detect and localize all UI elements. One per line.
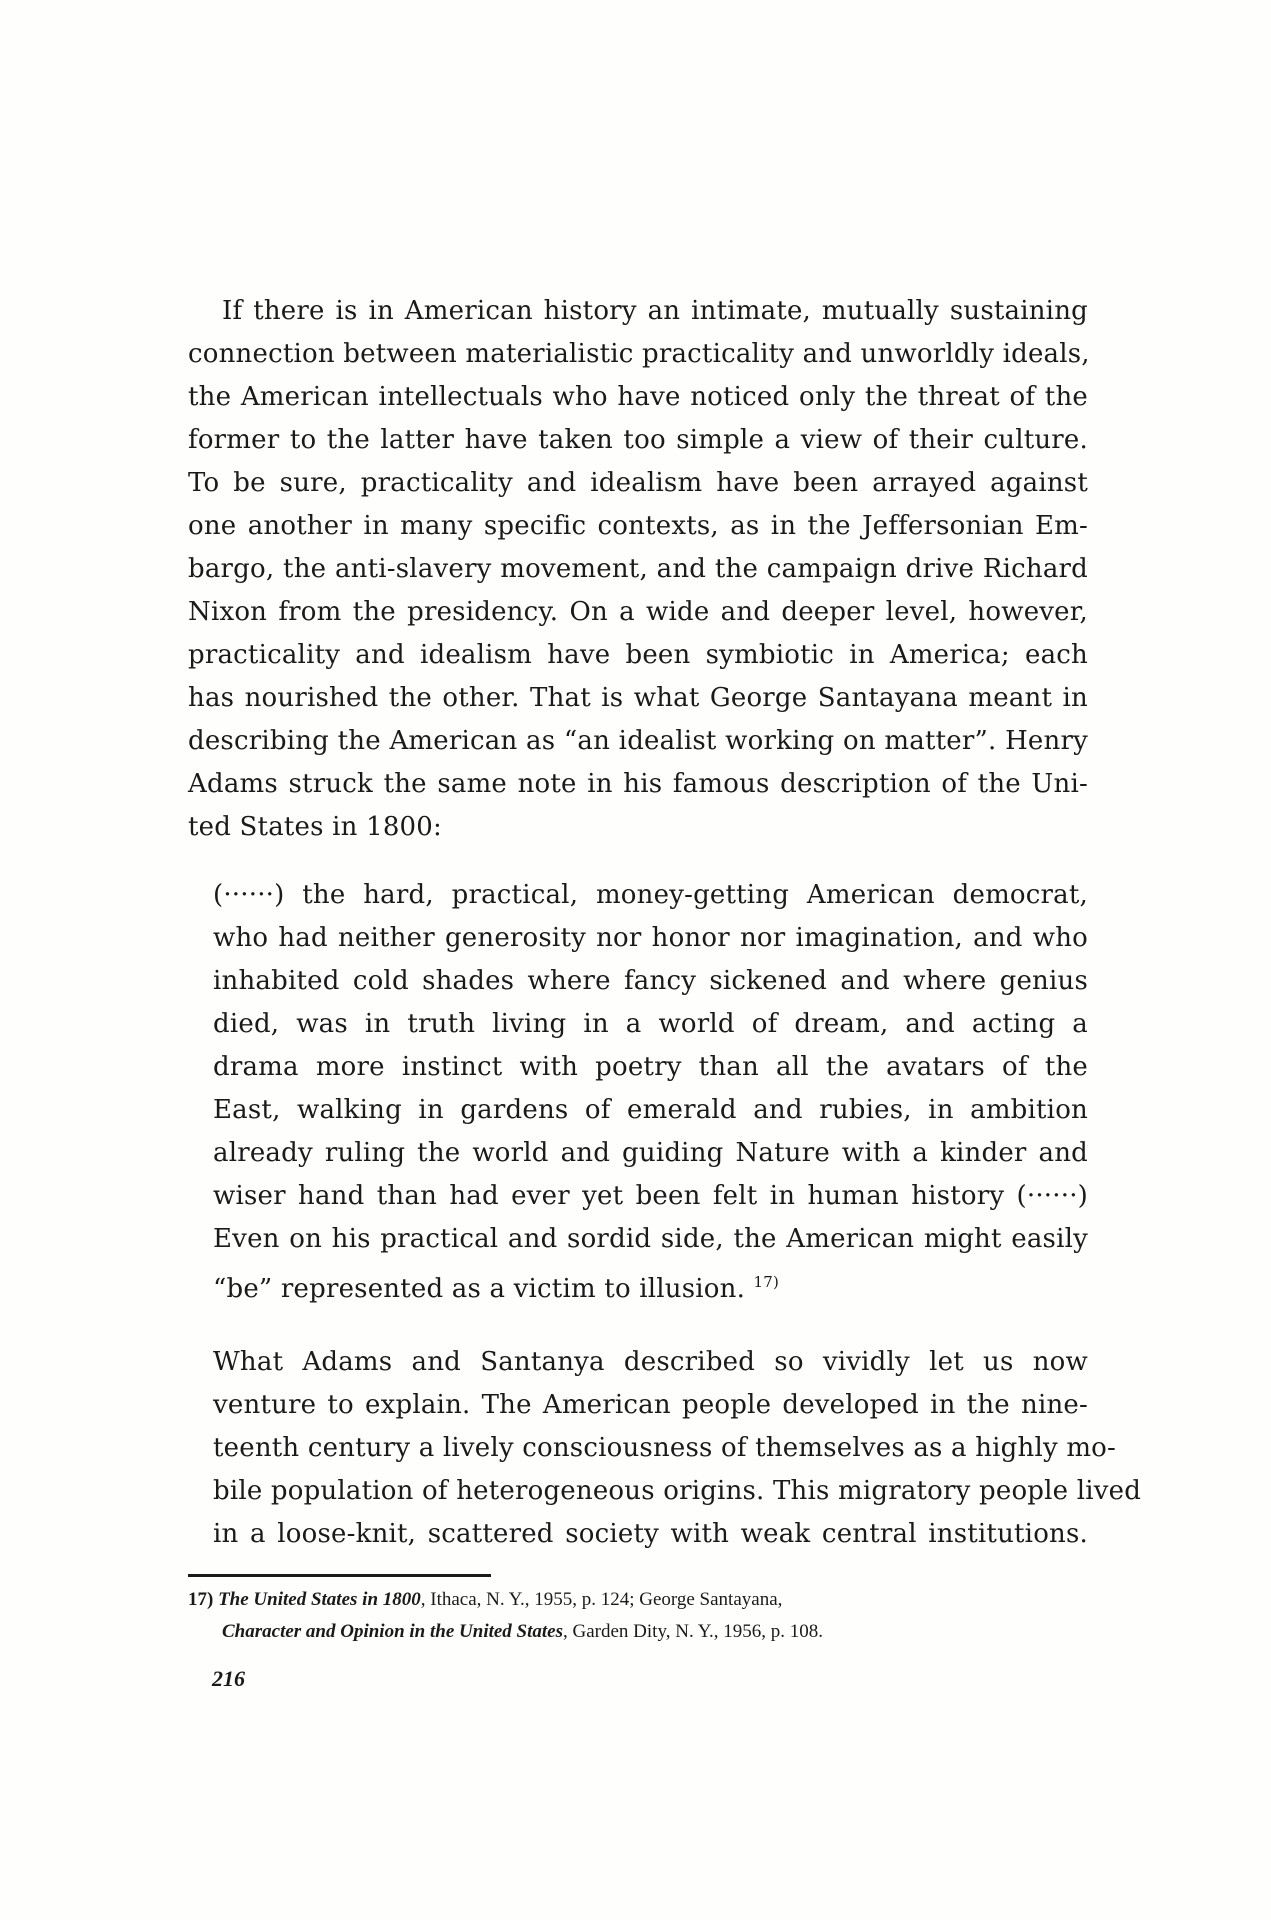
text-line: ted States in 1800: xyxy=(188,812,442,842)
footnote-line-2 xyxy=(222,1620,823,1644)
text-line: venture to explain. The American people developed in the nine- xyxy=(213,1390,1088,1420)
page-number: 216 xyxy=(212,1666,245,1691)
footnote-publication-1: , Ithaca, N. Y., 1955, p. 124; George Santayana, xyxy=(420,1589,783,1610)
text-line: the American intellectuals who have noticed only the threat of the xyxy=(188,382,1088,412)
footnote-divider xyxy=(188,1574,491,1577)
text-line: connection between materialistic practicality and unworldly ideals, xyxy=(188,339,1090,369)
quote-line: died, was in truth living in a world of dream, and acting a xyxy=(213,1009,1088,1039)
quote-line xyxy=(213,1267,779,1304)
quote-line: Even on his practical and sordid side, the American might easily xyxy=(213,1224,1088,1254)
text-line: teenth century a lively consciousness of themselves as a highly mo- xyxy=(213,1433,1117,1463)
text-line: has nourished the other. That is what George Santayana meant in xyxy=(188,683,1088,713)
text-line: Nixon from the presidency. On a wide and deeper level, however, xyxy=(188,597,1088,627)
footnote-number: 17) xyxy=(188,1589,214,1610)
footnote-title-1: The United States in 1800 xyxy=(218,1589,421,1610)
text-line: practicality and idealism have been symbiotic in America; each xyxy=(188,640,1088,670)
quote-line: wiser hand than had ever yet been felt in human history (······) xyxy=(213,1181,1088,1211)
quote-line: (······) the hard, practical, money-getting American democrat, xyxy=(213,880,1088,910)
footnote-line-1 xyxy=(188,1588,782,1612)
text-line: What Adams and Santanya described so vividly let us now xyxy=(213,1347,1088,1377)
text-line: former to the latter have taken too simple a view of their culture. xyxy=(188,425,1088,455)
text-line: bile population of heterogeneous origins. This migratory people lived xyxy=(213,1476,1142,1506)
footnote-title-2: Character and Opinion in the United States xyxy=(222,1621,564,1642)
text-line: To be sure, practicality and idealism have been arrayed against xyxy=(188,468,1088,498)
quote-line: inhabited cold shades where fancy sickened and where genius xyxy=(213,966,1088,996)
text-line: describing the American as “an idealist working on matter”. Henry xyxy=(188,726,1088,756)
quote-line: East, walking in gardens of emerald and rubies, in ambition xyxy=(213,1095,1088,1125)
text-line: If there is in American history an intimate, mutually sustaining xyxy=(222,296,1088,326)
footnote-publication-2: , Garden Dity, N. Y., 1956, p. 108. xyxy=(563,1621,824,1642)
quote-line: already ruling the world and guiding Nature with a kinder and xyxy=(213,1138,1088,1168)
quote-text: “be” represented as a victim to illusion. xyxy=(213,1274,746,1304)
quote-line: who had neither generosity nor honor nor imagination, and who xyxy=(213,923,1088,953)
text-line: in a loose-knit, scattered society with weak central institutions. xyxy=(213,1519,1088,1549)
text-line: bargo, the anti-slavery movement, and the campaign drive Richard xyxy=(188,554,1088,584)
text-line: one another in many specific contexts, as in the Jeffersonian Em- xyxy=(188,511,1088,541)
footnote-reference[interactable]: 17) xyxy=(753,1273,780,1291)
quote-line: drama more instinct with poetry than all the avatars of the xyxy=(213,1052,1088,1082)
text-line: Adams struck the same note in his famous description of the Uni- xyxy=(188,769,1088,799)
